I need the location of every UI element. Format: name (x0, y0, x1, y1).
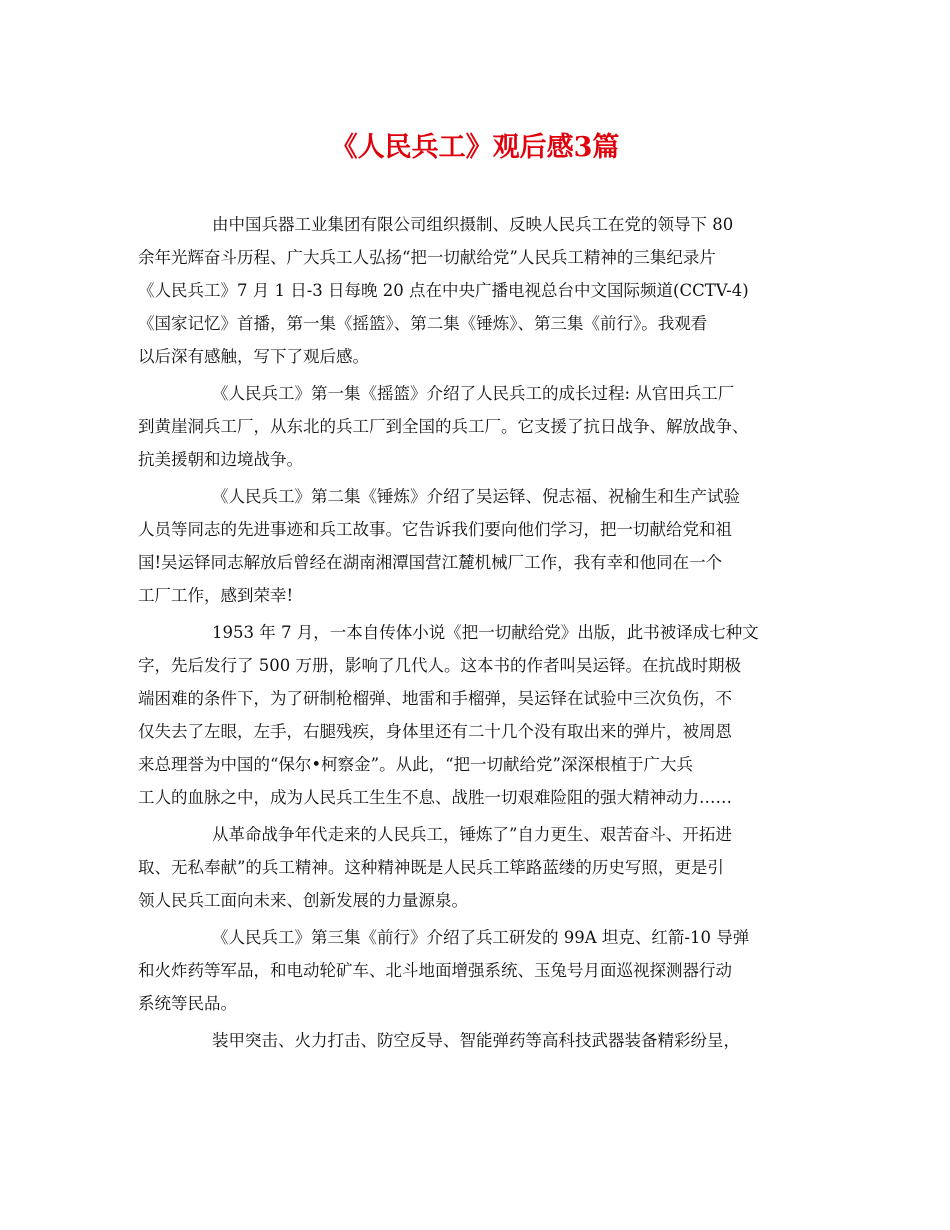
paragraph-line: 从革命战争年代走来的人民兵工，锤炼了”自力更生、艰苦奋斗、开拓进 (212, 825, 732, 844)
paragraph-line: 《人民兵工》第三集《前行》介绍了兵工研发的 99A 坦克、红箭-10 导弹 (212, 928, 750, 947)
paragraph-line: 仅失去了左眼，左手，右腿残疾，身体里还有二十几个没有取出来的弹片，被周恩 (138, 722, 732, 741)
paragraph-line: 取、无私奉献”的兵工精神。这种精神既是人民兵工筚路蓝缕的历史写照，更是引 (138, 858, 724, 877)
paragraph-line: 端困难的条件下，为了研制枪榴弹、地雷和手榴弹，吴运铎在试验中三次负伤，不 (138, 689, 732, 708)
paragraph-1 (138, 208, 828, 373)
document-title: 《人民兵工》观后感3篇 (330, 132, 620, 163)
document-body (138, 208, 828, 1061)
paragraph-line: 国!吴运铎同志解放后曾经在湖南湘潭国营江麓机械厂工作，我有幸和他同在一个 (138, 553, 723, 572)
paragraph-7 (138, 1024, 828, 1057)
paragraph-3 (138, 480, 828, 612)
paragraph-line: 1953 年 7 月，一本自传体小说《把一切献给党》出版，此书被译成七种文 (212, 623, 759, 642)
paragraph-line: 工厂工作，感到荣幸! (138, 586, 294, 605)
paragraph-line: 来总理誉为中国的“保尔•柯察金”。从此，“把一切献给党”深深根植于广大兵 (138, 755, 693, 774)
paragraph-line: 和火炸药等军品，和电动轮矿车、北斗地面增强系统、玉兔号月面巡视探测器行动 (138, 961, 732, 980)
paragraph-4 (138, 616, 828, 814)
paragraph-line: 由中国兵器工业集团有限公司组织摄制、反映人民兵工在党的领导下 80 (212, 215, 734, 234)
paragraph-line: 以后深有感触，写下了观后感。 (138, 347, 369, 366)
paragraph-line: 《人民兵工》第一集《摇篮》介绍了人民兵工的成长过程: 从官田兵工厂 (212, 384, 735, 403)
paragraph-5 (138, 818, 828, 917)
paragraph-2 (138, 377, 828, 476)
paragraph-line: 领人民兵工面向未来、创新发展的力量源泉。 (138, 891, 468, 910)
paragraph-line: 到黄崖洞兵工厂，从东北的兵工厂到全国的兵工厂。它支援了抗日战争、解放战争、 (138, 417, 749, 436)
paragraph-line: 系统等民品。 (138, 994, 237, 1013)
paragraph-6 (138, 921, 828, 1020)
paragraph-line: 《人民兵工》第二集《锤炼》介绍了吴运铎、倪志福、祝榆生和生产试验 (212, 487, 740, 506)
paragraph-line: 人员等同志的先进事迹和兵工故事。它告诉我们要向他们学习，把一切献给党和祖 (138, 520, 732, 539)
paragraph-line: 《国家记忆》首播，第一集《摇篮》、第二集《锤炼》、第三集《前行》。我观看 (138, 314, 708, 333)
paragraph-line: 装甲突击、火力打击、防空反导、智能弹药等高科技武器装备精彩纷呈， (212, 1031, 740, 1050)
paragraph-line: 《人民兵工》7 月 1 日-3 日每晚 20 点在中央广播电视总台中文国际频道(CCTV-4) (138, 281, 749, 300)
paragraph-line: 工人的血脉之中，成为人民兵工生生不息、战胜一切艰难险阻的强大精神动力…… (138, 788, 732, 807)
paragraph-line: 余年光辉奋斗历程、广大兵工人弘扬“把一切献给党”人民兵工精神的三集纪录片 (138, 248, 716, 267)
paragraph-line: 抗美援朝和边境战争。 (138, 450, 303, 469)
paragraph-line: 字，先后发行了 500 万册，影响了几代人。这本书的作者叫吴运铎。在抗战时期极 (138, 656, 741, 675)
